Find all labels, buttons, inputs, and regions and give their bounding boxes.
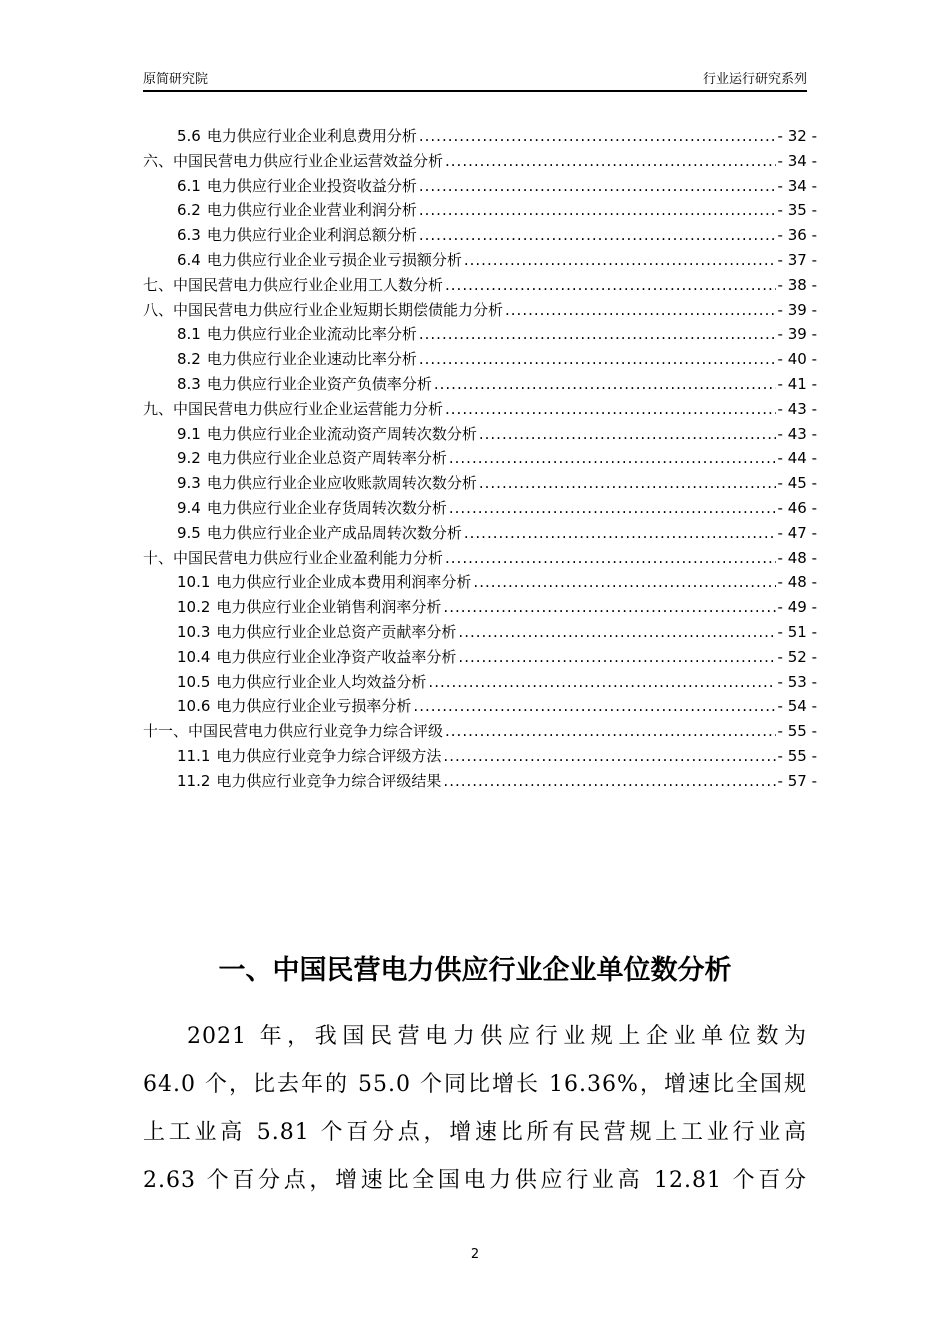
header-series: 行业运行研究系列 <box>702 72 807 87</box>
toc-entry[interactable] <box>143 174 817 199</box>
toc-entry-number: 10.5 <box>177 672 211 691</box>
toc-dot-leader <box>434 372 776 397</box>
toc-entry-page: - 54 - <box>777 697 817 716</box>
toc-entry-number: 9.2 <box>177 449 201 468</box>
paragraph-line: 上工业高 5.81 个百分点，增速比所有民营规上工业行业高 <box>143 1120 807 1145</box>
toc-entry[interactable] <box>143 694 817 719</box>
toc-entry-title: 十一、中国民营电力供应行业竞争力综合评级 <box>143 722 444 741</box>
table-of-contents <box>143 124 817 794</box>
toc-entry-page: - 32 - <box>777 127 817 145</box>
toc-entry-number: 11.2 <box>177 771 211 790</box>
toc-entry-page: - 45 - <box>777 474 817 493</box>
toc-entry-title: 电力供应行业企业亏损企业亏损额分析 <box>206 250 462 269</box>
toc-dot-leader <box>449 496 776 521</box>
toc-entry-number: 10.1 <box>177 573 211 592</box>
toc-entry-number: 9.3 <box>177 474 201 493</box>
paragraph-line: 64.0 个，比去年的 55.0 个同比增长 16.36%，增速比全国规 <box>143 1072 807 1097</box>
toc-entry-title: 六、中国民营电力供应行业企业运营效益分析 <box>143 151 444 170</box>
toc-entry-title: 电力供应行业企业成本费用利润率分析 <box>216 573 472 592</box>
toc-entry-number: 10.2 <box>177 598 211 617</box>
toc-entry-number: 9.1 <box>177 424 201 443</box>
toc-entry-title: 电力供应行业企业净资产收益率分析 <box>216 647 457 666</box>
page-header <box>143 66 807 92</box>
paragraph-line: 2.63 个百分点，增速比全国电力供应行业高 12.81 个百分 <box>143 1168 807 1193</box>
toc-entry-number: 10.6 <box>177 697 211 716</box>
toc-dot-leader <box>428 670 775 695</box>
toc-entry[interactable] <box>143 670 817 695</box>
toc-entry[interactable] <box>143 471 817 496</box>
toc-entry-number: 6.1 <box>177 176 201 195</box>
toc-entry-page: - 46 - <box>777 498 817 517</box>
toc-dot-leader <box>443 595 775 620</box>
toc-entry[interactable] <box>143 422 817 447</box>
toc-entry-title: 电力供应行业企业营业利润分析 <box>206 201 417 220</box>
toc-entry-page: - 48 - <box>777 548 817 567</box>
toc-entry-title: 电力供应行业企业速动比率分析 <box>206 350 417 369</box>
toc-entry-page: - 57 - <box>777 771 817 790</box>
toc-dot-leader <box>458 620 775 645</box>
toc-entry-number: 10.4 <box>177 647 211 666</box>
toc-entry-page: - 35 - <box>777 201 817 220</box>
toc-entry[interactable] <box>143 124 817 149</box>
toc-entry-title: 电力供应行业企业存货周转次数分析 <box>206 498 447 517</box>
toc-entry-number: 6.4 <box>177 250 201 269</box>
toc-entry-page: - 43 - <box>777 399 817 418</box>
toc-entry[interactable] <box>143 347 817 372</box>
toc-dot-leader <box>413 694 775 719</box>
toc-entry-title: 电力供应行业企业应收账款周转次数分析 <box>206 474 477 493</box>
toc-entry[interactable] <box>143 645 817 670</box>
toc-entry[interactable] <box>143 248 817 273</box>
toc-dot-leader <box>464 248 776 273</box>
toc-entry-number: 9.4 <box>177 498 201 517</box>
toc-dot-leader <box>443 769 775 794</box>
toc-entry-page: - 55 - <box>777 722 817 741</box>
toc-entry[interactable] <box>143 521 817 546</box>
toc-entry[interactable] <box>143 198 817 223</box>
toc-entry-page: - 53 - <box>777 672 817 691</box>
toc-dot-leader <box>464 521 776 546</box>
toc-entry-title: 电力供应行业企业总资产周转率分析 <box>206 449 447 468</box>
section-heading: 一、中国民营电力供应行业企业单位数分析 <box>218 955 732 986</box>
toc-dot-leader <box>419 124 776 149</box>
section-paragraph <box>143 1013 807 1205</box>
toc-entry-page: - 39 - <box>777 300 817 319</box>
toc-dot-leader <box>458 645 775 670</box>
toc-dot-leader <box>445 149 776 174</box>
toc-entry-page: - 44 - <box>777 449 817 468</box>
toc-entry-title: 电力供应行业企业人均效益分析 <box>216 672 427 691</box>
toc-entry[interactable] <box>143 546 817 571</box>
toc-entry[interactable] <box>143 595 817 620</box>
toc-entry-title: 电力供应行业企业总资产贡献率分析 <box>216 622 457 641</box>
toc-entry-page: - 51 - <box>777 622 817 641</box>
toc-entry[interactable] <box>143 397 817 422</box>
toc-entry-title: 电力供应行业企业产成品周转次数分析 <box>206 523 462 542</box>
toc-entry-title: 电力供应行业企业资产负债率分析 <box>206 374 432 393</box>
toc-entry-page: - 38 - <box>777 275 817 294</box>
page-number: 2 <box>470 1247 480 1262</box>
toc-entry[interactable] <box>143 570 817 595</box>
toc-entry[interactable] <box>143 719 817 744</box>
toc-entry[interactable] <box>143 446 817 471</box>
toc-dot-leader <box>445 397 776 422</box>
toc-entry-page: - 34 - <box>777 176 817 195</box>
toc-entry-number: 8.2 <box>177 350 201 369</box>
toc-entry-title: 七、中国民营电力供应行业企业用工人数分析 <box>143 275 444 294</box>
toc-dot-leader <box>419 174 776 199</box>
toc-entry[interactable] <box>143 322 817 347</box>
toc-entry[interactable] <box>143 372 817 397</box>
toc-entry-title: 十、中国民营电力供应行业企业盈利能力分析 <box>143 548 444 567</box>
toc-entry-title: 电力供应行业企业流动比率分析 <box>206 325 417 344</box>
toc-entry-title: 电力供应行业竞争力综合评级结果 <box>216 771 442 790</box>
toc-entry-title: 八、中国民营电力供应行业企业短期长期偿债能力分析 <box>143 300 504 319</box>
toc-entry-number: 10.3 <box>177 622 211 641</box>
toc-entry-page: - 41 - <box>777 374 817 393</box>
toc-entry-number: 8.3 <box>177 374 201 393</box>
toc-entry-number: 6.3 <box>177 226 201 245</box>
toc-entry-title: 电力供应行业企业利润总额分析 <box>206 226 417 245</box>
toc-dot-leader <box>445 719 776 744</box>
toc-entry-page: - 34 - <box>777 151 817 170</box>
toc-entry-page: - 55 - <box>777 746 817 765</box>
toc-entry-page: - 36 - <box>777 226 817 245</box>
toc-dot-leader <box>419 347 776 372</box>
toc-entry[interactable] <box>143 769 817 794</box>
toc-entry-title: 电力供应行业竞争力综合评级方法 <box>216 746 442 765</box>
toc-entry[interactable] <box>143 744 817 769</box>
toc-dot-leader <box>479 471 776 496</box>
toc-dot-leader <box>505 298 776 323</box>
toc-entry[interactable] <box>143 496 817 521</box>
toc-entry-title: 电力供应行业企业利息费用分析 <box>206 127 417 145</box>
toc-dot-leader <box>445 273 776 298</box>
toc-entry-page: - 48 - <box>777 573 817 592</box>
toc-entry-page: - 37 - <box>777 250 817 269</box>
toc-dot-leader <box>419 322 776 347</box>
toc-entry-page: - 47 - <box>777 523 817 542</box>
toc-dot-leader <box>449 446 776 471</box>
toc-dot-leader <box>479 422 776 447</box>
header-institute: 原简研究院 <box>143 72 209 87</box>
toc-entry-number: 5.6 <box>177 127 201 145</box>
toc-entry[interactable] <box>143 273 817 298</box>
toc-entry-title: 九、中国民营电力供应行业企业运营能力分析 <box>143 399 444 418</box>
toc-entry-title: 电力供应行业企业亏损率分析 <box>216 697 412 716</box>
toc-entry-page: - 43 - <box>777 424 817 443</box>
toc-entry-title: 电力供应行业企业销售利润率分析 <box>216 598 442 617</box>
toc-entry-number: 8.1 <box>177 325 201 344</box>
toc-dot-leader <box>419 223 776 248</box>
toc-entry-number: 6.2 <box>177 201 201 220</box>
toc-entry-page: - 40 - <box>777 350 817 369</box>
toc-entry[interactable] <box>143 149 817 174</box>
toc-entry-page: - 49 - <box>777 598 817 617</box>
toc-entry-number: 9.5 <box>177 523 201 542</box>
toc-entry-number: 11.1 <box>177 746 211 765</box>
toc-entry[interactable] <box>143 298 817 323</box>
toc-entry-title: 电力供应行业企业投资收益分析 <box>206 176 417 195</box>
toc-entry-page: - 52 - <box>777 647 817 666</box>
toc-entry-page: - 39 - <box>777 325 817 344</box>
paragraph-line: 2021 年，我国民营电力供应行业规上企业单位数为 <box>187 1024 807 1049</box>
toc-entry[interactable] <box>143 223 817 248</box>
toc-entry-title: 电力供应行业企业流动资产周转次数分析 <box>206 424 477 443</box>
toc-entry[interactable] <box>143 620 817 645</box>
toc-dot-leader <box>443 744 775 769</box>
toc-dot-leader <box>445 546 776 571</box>
toc-dot-leader <box>419 198 776 223</box>
toc-dot-leader <box>473 570 775 595</box>
